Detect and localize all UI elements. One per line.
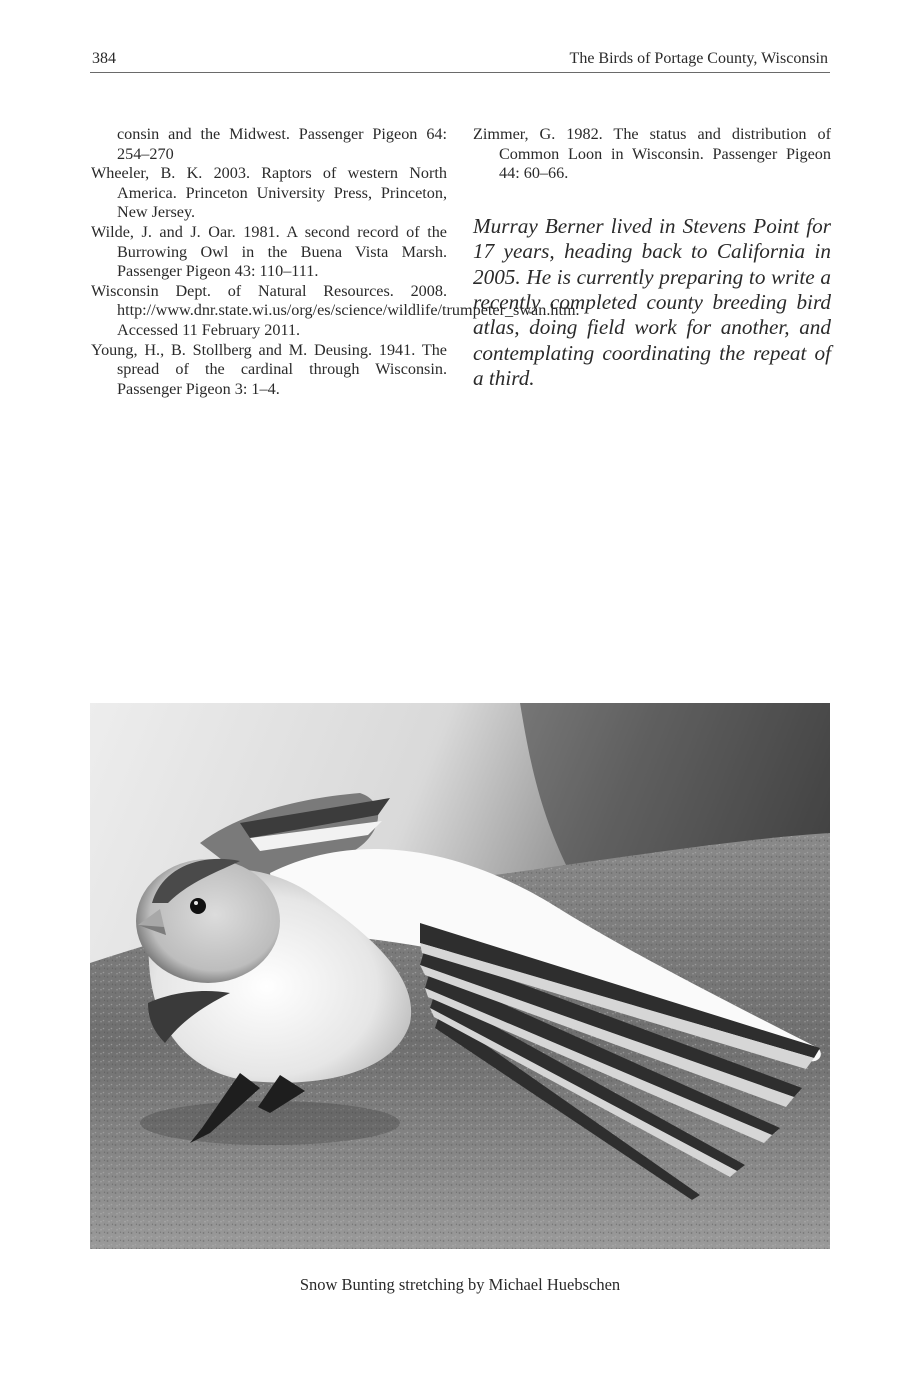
author-bio: Murray Berner lived in Stevens Point for 17 years, heading back to California in 2005. He is currently preparing to write a recently completed county breeding bird atlas, doing field work for another, and contemplating coordinating the repeat of a third. xyxy=(473,213,831,391)
snow-bunting-photo xyxy=(90,703,830,1249)
reference-entry: Young, H., B. Stollberg and M. Deusing. 1941. The spread of the cardinal through Wisconsin. Passenger Pigeon 3: 1–4. xyxy=(91,340,447,398)
reference-entry: Wheeler, B. K. 2003. Raptors of western North America. Princeton University Press, Princeton, New Jersey. xyxy=(91,164,447,222)
page-number: 384 xyxy=(92,50,116,67)
reference-entry: Wilde, J. and J. Oar. 1981. A second record of the Burrowing Owl in the Buena Vista Marsh. Passenger Pigeon 43: 110–111. xyxy=(91,222,447,281)
running-title: The Birds of Portage County, Wisconsin xyxy=(569,50,828,67)
references-right-column xyxy=(473,125,831,392)
running-header xyxy=(90,48,830,73)
reference-entry: Zimmer, G. 1982. The status and distribution of Common Loon in Wisconsin. Passenger Pigeon 44: 60–66. xyxy=(473,125,831,183)
reference-entry: Wisconsin Dept. of Natural Resources. 2008. http://www.dnr.state.wi.us/org/es/science/wildlife/trumpeter_swan.htm. Accessed 11 February 2011. xyxy=(91,281,580,339)
references-left-column xyxy=(91,125,580,399)
photo-caption: Snow Bunting stretching by Michael Huebschen xyxy=(299,1275,621,1294)
reference-entry: consin and the Midwest. Passenger Pigeon 64: 254–270 xyxy=(117,125,447,163)
